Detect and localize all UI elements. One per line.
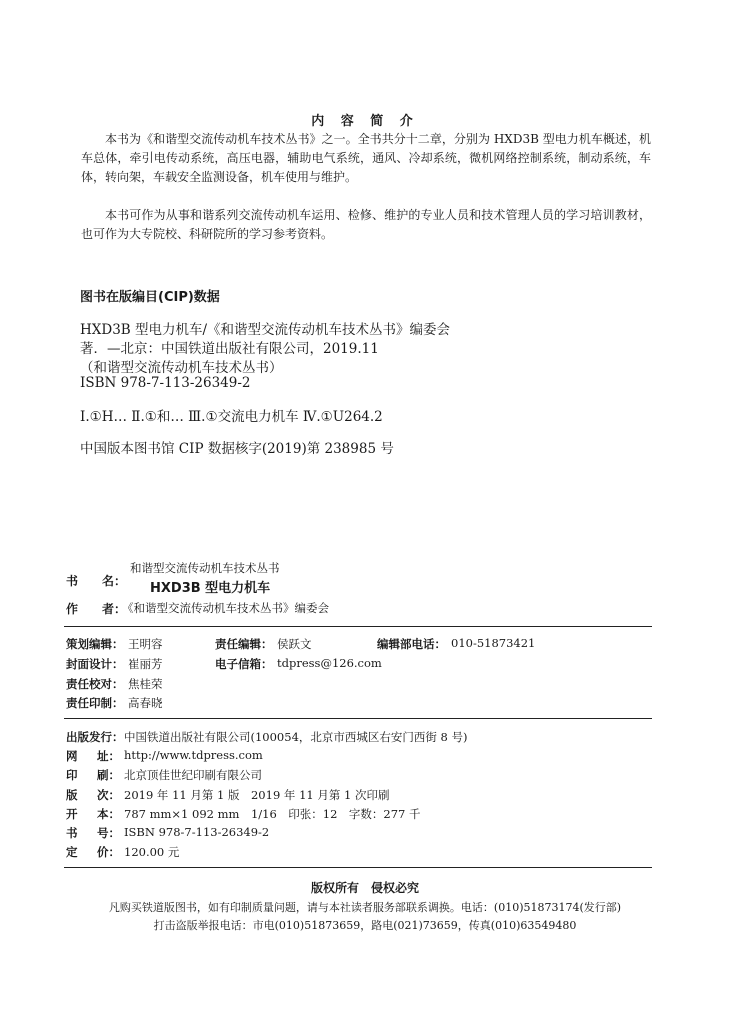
website-label: [66, 748, 120, 764]
format-label-a: 开: [66, 807, 78, 821]
author-value: 《和谐型交流传动机车技术丛书》编委会: [122, 601, 329, 615]
price-label-a: 定: [66, 845, 78, 859]
cip-number: 中国版本图书馆 CIP 数据核字(2019)第 238985 号: [80, 441, 394, 457]
price-value: 120.00 元: [124, 845, 180, 859]
divider-1: [64, 626, 652, 627]
isbn-value: ISBN 978-7-113-26349-2: [124, 825, 270, 839]
edition-label: [66, 787, 120, 803]
book-series: 和谐型交流传动机车技术丛书: [130, 561, 280, 575]
printing-label: 责任印制：: [66, 696, 124, 710]
copyright-notice: 版权所有 侵权必究: [310, 881, 419, 895]
cover-design-value: 崔丽芳: [128, 657, 163, 671]
summary-paragraph-2-text: 本书可作为从事和谐系列交流传动机车运用、检修、维护的专业人员和技术管理人员的学习培训教材，也可作为大专院校、科研院所的学习参考资料。: [81, 208, 651, 241]
edition-label-a: 版: [66, 788, 78, 802]
website-label-b: 址：: [97, 749, 120, 763]
format-label: [66, 806, 120, 822]
divider-2: [64, 718, 652, 719]
price-label-b: 价：: [97, 845, 120, 859]
price-label: [66, 844, 120, 860]
summary-title: 内 容 简 介: [311, 114, 419, 129]
email-label: 电子信箱：: [215, 657, 273, 671]
format-value: 787 mm×1 092 mm 1/16 印张：12 字数：277 千: [124, 807, 421, 821]
cip-line-3: （和谐型交流传动机车技术丛书）: [80, 360, 283, 376]
email-value: tdpress@126.com: [277, 656, 382, 670]
author-label: 作 者：: [66, 602, 127, 616]
printer-label-b: 刷：: [97, 768, 120, 782]
printer-label: [66, 767, 120, 783]
isbn-label-a: 书: [66, 826, 78, 840]
quality-notice: 凡购买铁道版图书，如有印制质量问题，请与本社读者服务部联系调换。电话：(010)51873174(发行部): [108, 901, 622, 914]
isbn-label: [66, 825, 120, 841]
planning-editor-value: 王明容: [128, 637, 163, 651]
summary-paragraph-2: [81, 206, 651, 244]
cip-heading: 图书在版编目(CIP)数据: [80, 290, 220, 305]
publisher-label: 出版发行：: [66, 730, 124, 744]
printer-label-a: 印: [66, 768, 78, 782]
proofreader-value: 焦桂荣: [128, 677, 163, 691]
website-value: http://www.tdpress.com: [124, 748, 263, 762]
cip-classification: Ⅰ.①H… Ⅱ.①和… Ⅲ.①交流电力机车 Ⅳ.①U264.2: [80, 409, 383, 425]
format-label-b: 本：: [97, 807, 120, 821]
book-name-label: 书 名：: [66, 574, 127, 588]
responsible-editor-value: 侯跃文: [277, 637, 312, 651]
printer-value: 北京顶佳世纪印刷有限公司: [124, 768, 262, 782]
cip-isbn: ISBN 978-7-113-26349-2: [80, 375, 251, 391]
divider-3: [64, 867, 652, 868]
summary-paragraph-1-text: 本书为《和谐型交流传动机车技术丛书》之一。全书共分十二章，分别为 HXD3B 型电力机车概述，机车总体，牵引电传动系统，高压电器，辅助电气系统，通风、冷却系统，微机网络控制系统，制动系统，车体，转向架，车载安全监测设备，机车使用与维护。: [81, 132, 651, 184]
website-label-a: 网: [66, 749, 78, 763]
piracy-report: 打击盗版举报电话：市电(010)51873659，路电(021)73659，传真(010)63549480: [153, 919, 577, 932]
cip-line-2: 著．—北京：中国铁道出版社有限公司，2019.11: [80, 341, 379, 357]
edition-label-b: 次：: [97, 788, 120, 802]
edition-value: 2019 年 11 月第 1 版 2019 年 11 月第 1 次印刷: [124, 788, 390, 802]
office-phone-value: 010-51873421: [451, 636, 536, 650]
cover-design-label: 封面设计：: [66, 657, 124, 671]
cip-line-1: HXD3B 型电力机车/《和谐型交流传动机车技术丛书》编委会: [80, 322, 451, 338]
proofreader-label: 责任校对：: [66, 677, 124, 691]
publisher-value: 中国铁道出版社有限公司(100054，北京市西城区右安门西街 8 号): [124, 730, 468, 744]
summary-paragraph-1: [81, 130, 651, 187]
printing-value: 高春晓: [128, 696, 163, 710]
planning-editor-label: 策划编辑：: [66, 637, 124, 651]
book-title: HXD3B 型电力机车: [150, 581, 271, 596]
responsible-editor-label: 责任编辑：: [215, 637, 273, 651]
office-phone-label: 编辑部电话：: [377, 637, 446, 651]
isbn-label-b: 号：: [97, 826, 120, 840]
